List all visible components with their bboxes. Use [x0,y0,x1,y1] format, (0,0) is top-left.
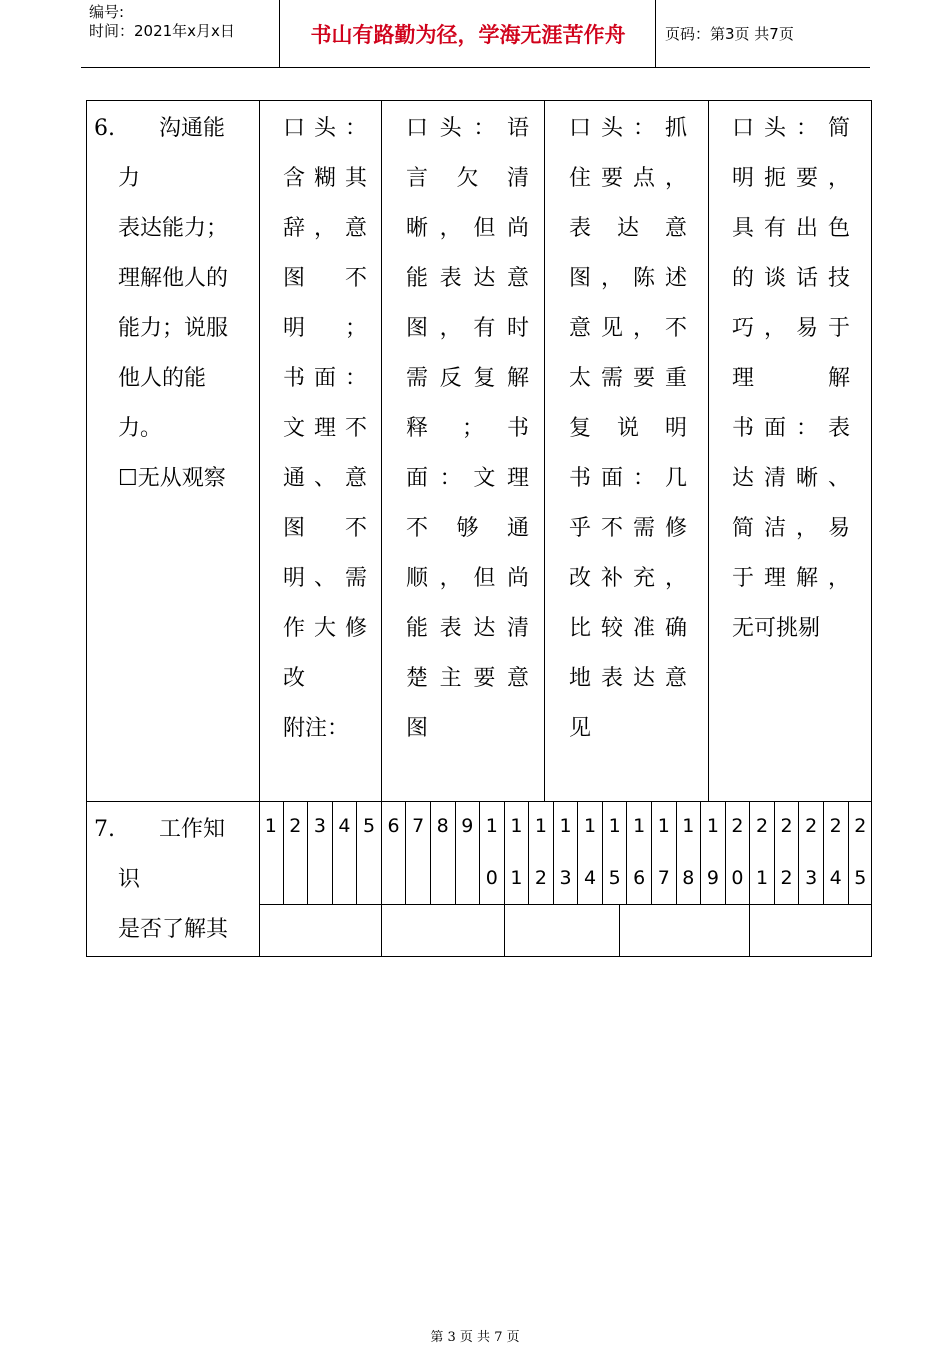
score-option[interactable] [333,801,358,905]
cell-text-line: 表达能力； [118,216,229,241]
cell-text-line: 图 不 [283,266,367,291]
col-divider [381,904,382,956]
level-3-description [569,104,687,754]
table-border-bottom [86,956,872,957]
cell-text-line: 改 [283,666,306,691]
score-digit: 7 [412,815,425,837]
score-digit: 8 [436,815,449,837]
score-option[interactable] [603,801,628,905]
cell-text-line: 明扼要， [732,166,850,191]
score-option[interactable] [726,801,751,905]
score-digit: 6 [633,867,646,889]
score-option[interactable] [529,801,554,905]
cell-text-line: 含糊其 [283,166,367,191]
cell-text-line: 楚主要意 [406,666,529,691]
header-meta [81,0,280,67]
score-digit: 2 [829,815,842,837]
cell-text-line: 面：文理 [406,466,529,491]
cell-text-line: 书面：表 [732,416,850,441]
cell-text-line: 图，有时 [406,316,529,341]
cell-text-line: 图 [406,716,429,741]
score-digit: 1 [264,815,277,837]
table-border-top [86,100,872,101]
evaluation-table [86,100,872,957]
cell-text-line: 口头：抓 [569,116,687,141]
score-digit: 1 [584,815,597,837]
score-digit: 4 [829,867,842,889]
score-digit: 2 [854,815,867,837]
score-digit: 5 [854,867,867,889]
score-digit: 2 [731,815,744,837]
score-digit: 6 [387,815,400,837]
cell-text-line: 达清晰、 [732,466,850,491]
cell-text-line: 理解他人的 [118,266,229,291]
cell-text-line: 识 [118,867,141,892]
cell-text-line: 住要点， [569,166,687,191]
col-divider [544,100,545,801]
score-digit: 4 [338,815,351,837]
level-4-description [732,104,850,654]
score-digit: 3 [559,867,572,889]
cell-text-line: 不 够 通 [406,516,529,541]
score-digit: 5 [608,867,621,889]
score-option[interactable] [480,801,505,905]
cell-text-line: 口头：简 [732,116,850,141]
table-border-left [86,100,87,957]
score-digit: 0 [485,867,498,889]
score-option[interactable] [652,801,677,905]
cell-text-line: 能表达清 [406,616,529,641]
cell-text-line: 能力；说服 [118,316,229,341]
col-divider [708,100,709,801]
cell-text-line: 图，陈述 [569,266,687,291]
score-digit: 1 [485,815,498,837]
cell-text-line: 改补充， [569,566,687,591]
score-digit: 7 [657,867,670,889]
cell-text-line: 作大修 [283,616,367,641]
cell-text-line: 乎不需修 [569,516,687,541]
cell-text-line: 复说明 [569,416,687,441]
col-divider [619,904,620,956]
score-digit: 1 [608,815,621,837]
score-option[interactable] [259,801,284,905]
cell-text-line: 需反复解 [406,366,529,391]
cell-text-line: 6. 沟通能 [94,116,225,141]
cell-text-line: 顺，但尚 [406,566,529,591]
score-digit: 4 [584,867,597,889]
cell-text-line: 太需要重 [569,366,687,391]
score-digit: 1 [510,815,523,837]
score-option[interactable] [554,801,579,905]
cell-text-line: 书面：几 [569,466,687,491]
cell-text-line: 7. 工作知 [94,817,225,842]
cell-text-line: ☐无从观察 [118,466,226,491]
cell-text-line: 具有出色 [732,216,850,241]
score-digit: 1 [559,815,572,837]
score-digit: 2 [780,815,793,837]
score-option[interactable] [775,801,800,905]
score-digit: 1 [682,815,695,837]
score-digit: 1 [633,815,646,837]
score-option[interactable] [799,801,824,905]
cell-text-line: 地表达意 [569,666,687,691]
col-divider [381,100,382,801]
score-option[interactable] [431,801,456,905]
score-option[interactable] [677,801,702,905]
score-digit: 0 [731,867,744,889]
cell-text-line: 见 [569,716,592,741]
cell-text-line: 通、意 [283,466,367,491]
score-digit: 1 [534,815,548,837]
cell-text-line: 表 达 意 [569,216,687,241]
cell-text-line: 明； [283,316,367,341]
score-option[interactable] [701,801,726,905]
score-digit: 2 [780,867,793,889]
score-option[interactable] [456,801,481,905]
cell-text-line: 简洁，易 [732,516,850,541]
score-digit: 2 [534,867,548,889]
cell-text-line: 图 不 [283,516,367,541]
score-option[interactable] [627,801,652,905]
score-option[interactable] [308,801,333,905]
score-digit: 5 [362,815,376,837]
cell-text-line: 理解 [732,366,850,391]
cell-text-line: 附注： [283,716,350,741]
score-digit: 2 [289,815,302,837]
cell-text-line: 辞，意 [283,216,367,241]
cell-text-line: 力。 [118,416,163,441]
col-divider [504,904,505,956]
cell-text-line: 能表达意 [406,266,529,291]
score-option[interactable] [578,801,603,905]
cell-text-line: 释 ； 书 [406,416,529,441]
cell-text-line: 口头：语 [406,116,529,141]
score-digit: 1 [510,867,523,889]
score-scale [259,801,872,905]
score-option[interactable] [382,801,407,905]
cell-text-line: 言 欠 清 [406,166,529,191]
score-option[interactable] [505,801,530,905]
score-digit: 1 [657,815,670,837]
score-digit: 8 [682,867,695,889]
score-option[interactable] [750,801,775,905]
score-option[interactable] [849,801,873,905]
cell-text-line: 晰，但尚 [406,216,529,241]
criterion-communication [94,104,242,504]
cell-text-line: 文理不 [283,416,367,441]
serial-label: 编号: [89,3,125,21]
score-digit: 3 [805,867,818,889]
level-1-description [283,104,367,754]
cell-text-line: 巧，易于 [732,316,850,341]
page-footer: 第 3 页 共 7 页 [430,1330,520,1345]
time-label: 时间：2021年x月x日 [89,22,235,40]
cell-text-line: 力 [118,166,141,191]
score-digit: 2 [805,815,818,837]
cell-text-line: 明、需 [283,566,367,591]
score-option[interactable] [357,801,382,905]
score-option[interactable] [284,801,309,905]
cell-text-line: 意见，不 [569,316,687,341]
cell-text-line: 口头： [283,116,367,141]
cell-text-line: 无可挑剔 [732,616,821,641]
score-digit: 2 [755,815,769,837]
page-header [81,0,870,68]
score-option[interactable] [406,801,431,905]
cell-text-line: 比较准确 [569,616,687,641]
score-digit: 1 [706,815,719,837]
cell-text-line: 的谈话技 [732,266,850,291]
cell-text-line: 于理解， [732,566,850,591]
criterion-work-knowledge [94,805,242,955]
score-digit: 9 [706,867,719,889]
score-option[interactable] [824,801,849,905]
score-digit: 9 [461,815,474,837]
header-motto: 书山有路勤为径，学海无涯苦作舟 [281,0,656,67]
cell-text-line: 他人的能 [118,366,207,391]
cell-text-line: 是否了解其 [118,917,229,942]
score-digit: 3 [313,815,326,837]
score-digit: 1 [755,867,769,889]
col-divider [749,904,750,956]
level-2-description [406,104,529,754]
cell-text-line: 书面： [283,366,367,391]
header-page-info: 页码：第3页 共7页 [665,25,794,43]
